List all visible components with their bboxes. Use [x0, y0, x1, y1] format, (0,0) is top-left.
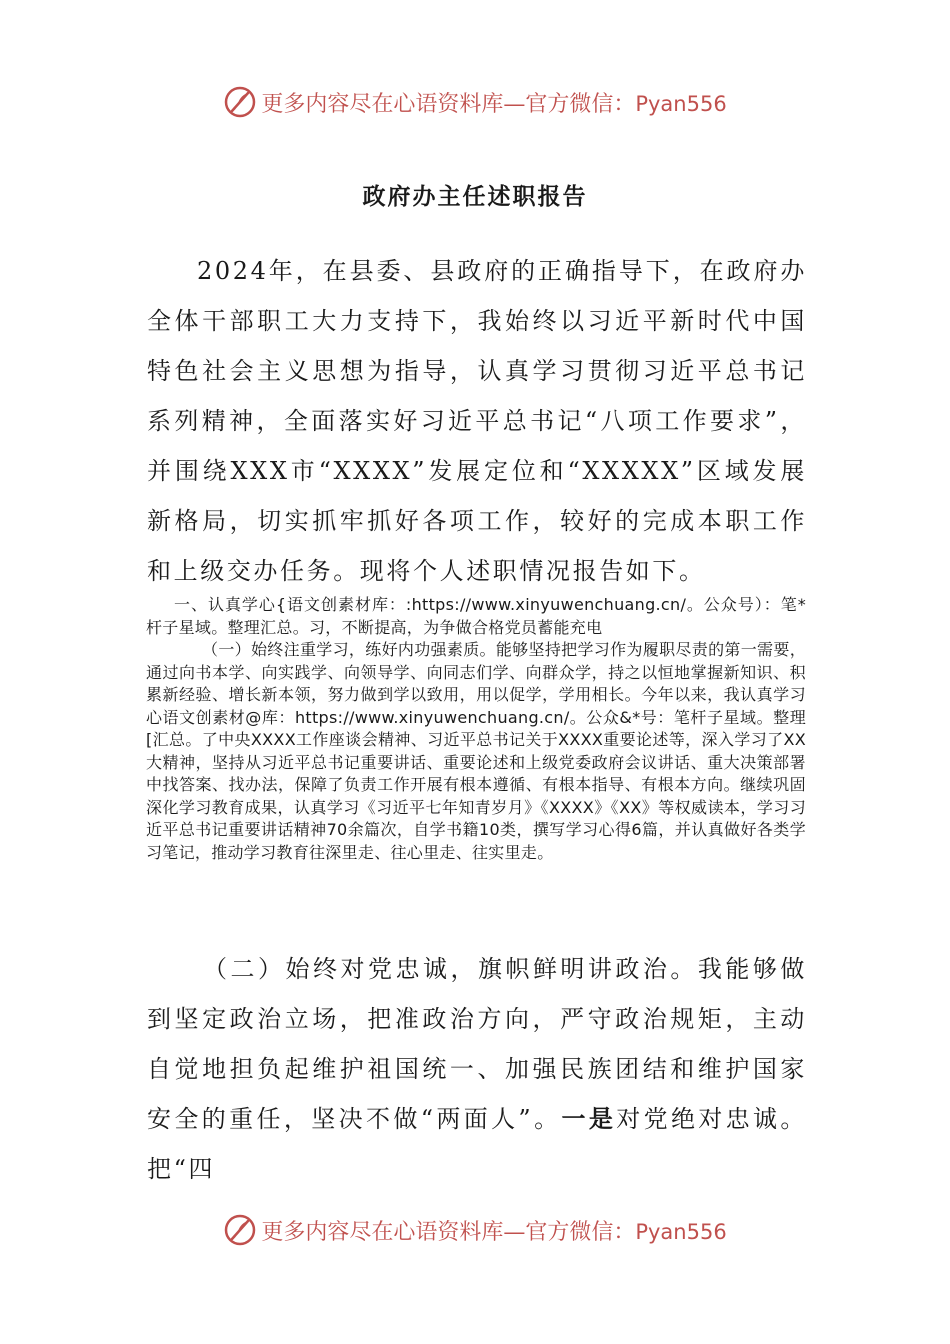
study-paragraph: （一）始终注重学习，练好内功强素质。能够坚持把学习作为履职尽责的第一需要，通过向书本学、向实践学、向领导学、向同志们学、向群众学，持之以恒地掌握新知识、积累新经验、增长新本领，努力做到学以致用，用以促学，学用相长。今年以来，我认真学习心语文创素材@库：https://www.xinyuwenchuang.cn/。公众&*号：笔杆子星域。整理[汇总。了中央XXXX工作座谈会精神、习近平总书记关于XXXX重要论述等，深入学习了XX大精神，坚持从习近平总书记重要讲话、重要论述和上级党委政府会议讲话、重大决策部署中找答案、找办法，保障了负责工作开展有根本遵循、有根本指导、有根本方向。继续巩固深化学习教育成果，认真学习《习近平七年知青岁月》《XXXX》《XX》等权威读本，学习习近平总书记重要讲话精神70余篇次，自学书籍10类，撰写学习心得6篇，并认真做好各类学习笔记，推动学习教育往深里走、往心里走、往实里走。: [146, 640, 806, 862]
document-title: 政府办主任述职报告: [362, 183, 588, 210]
quill-logo-icon: [223, 85, 257, 119]
footer-banner: [0, 1210, 950, 1250]
bold-lead: 一是: [561, 1104, 617, 1133]
banner-text: 更多内容尽在心语资料库—官方微信：Pyan556: [261, 91, 727, 117]
quill-logo-icon: [223, 1213, 257, 1247]
loyalty-paragraph: （二）始终对党忠诚，旗帜鲜明讲政治。我能够做到坚定政治立场，把准政治方向，严守政治规矩，主动自觉地担负起维护祖国统一、加强民族团结和维护国家安全的重任，坚决不做“两面人”。一是对党绝对忠诚。把“四: [147, 955, 808, 1183]
banner-text: 更多内容尽在心语资料库—官方微信：Pyan556: [261, 1219, 727, 1245]
header-banner: [0, 82, 950, 122]
intro-paragraph: 2024年，在县委、县政府的正确指导下，在政府办全体干部职工大力支持下，我始终以习近平新时代中国特色社会主义思想为指导，认真学习贯彻习近平总书记系列精神，全面落实好习近平总书记“八项工作要求”，并围绕XXX市“XXXX”发展定位和“XXXXX”区域发展新格局，切实抓牢抓好各项工作，较好的完成本职工作和上级交办任务。现将个人述职情况报告如下。: [147, 257, 807, 585]
section-heading-1: 一、认真学心{语文创素材库：:https://www.xinyuwenchuang.cn/。公众号）：笔*杆子星域。整理汇总。习，不断提高，为争做合格党员蓄能充电: [146, 595, 806, 637]
